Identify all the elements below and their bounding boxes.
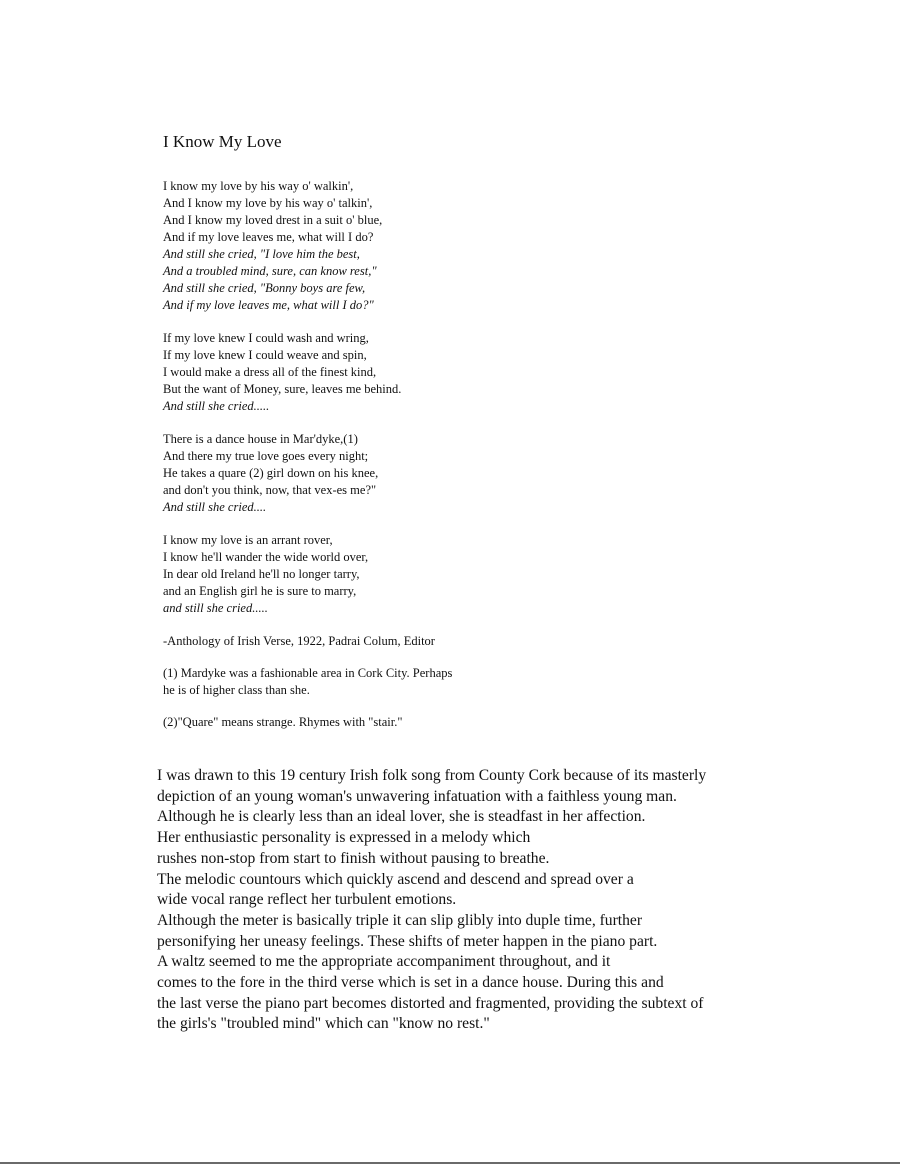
verse-line: I know he'll wander the wide world over,	[163, 550, 369, 564]
footnote-1	[163, 665, 563, 699]
commentary-line: Although he is clearly less than an ideal lover, she is steadfast in her affection.	[157, 808, 646, 826]
verse-line: And if my love leaves me, what will I do?	[163, 230, 374, 244]
verse-line: In dear old Ireland he'll no longer tarry,	[163, 567, 360, 581]
poem-title: I Know My Love	[163, 132, 282, 151]
verse-line: and don't you think, now, that vex-es me?"	[163, 483, 377, 497]
refrain-line: And still she cried.....	[163, 399, 270, 413]
verse-line: And there my true love goes every night;	[163, 449, 369, 463]
stanza-2	[163, 330, 563, 415]
commentary-line: wide vocal range reflect her turbulent emotions.	[157, 891, 457, 909]
verse-line: He takes a quare (2) girl down on his knee,	[163, 466, 379, 480]
footnote-line: he is of higher class than she.	[163, 683, 310, 697]
commentary-line: Although the meter is basically triple it can slip glibly into duple time, further	[157, 911, 643, 929]
stanza-3	[163, 431, 563, 516]
verse-line: I would make a dress all of the finest kind,	[163, 365, 377, 379]
footnote-line: (1) Mardyke was a fashionable area in Cork City. Perhaps	[163, 666, 453, 680]
verse-line: But the want of Money, sure, leaves me behind.	[163, 382, 402, 396]
commentary-line: comes to the fore in the third verse which is set in a dance house. During this and	[157, 974, 664, 992]
verse-line: and an English girl he is sure to marry,	[163, 584, 357, 598]
footnote-2	[163, 714, 563, 731]
commentary-line: the girls's "troubled mind" which can "know no rest."	[157, 1015, 490, 1033]
refrain-line: And still she cried, "Bonny boys are few,	[163, 281, 366, 295]
refrain-line: And still she cried....	[163, 500, 267, 514]
verse-line: And I know my loved drest in a suit o' blue,	[163, 213, 383, 227]
source-line: -Anthology of Irish Verse, 1922, Padrai Colum, Editor	[163, 634, 435, 648]
commentary-line: A waltz seemed to me the appropriate accompaniment throughout, and it	[157, 953, 611, 971]
commentary-line: I was drawn to this 19 century Irish folk song from County Cork because of its masterly	[157, 767, 707, 784]
commentary-line: Her enthusiastic personality is expressed in a melody which	[157, 829, 531, 847]
commentary-paragraph	[157, 766, 817, 1035]
commentary-line: personifying her uneasy feelings. These shifts of meter happen in the piano part.	[157, 932, 658, 950]
verse-line: There is a dance house in Mar'dyke,(1)	[163, 432, 358, 446]
refrain-line: and still she cried.....	[163, 601, 268, 615]
commentary-line: depiction of an young woman's unwavering infatuation with a faithless young man.	[157, 787, 677, 805]
stanza-4	[163, 532, 563, 617]
verse-line: And I know my love by his way o' talkin',	[163, 196, 373, 210]
refrain-line: And still she cried, "I love him the best,	[163, 247, 360, 261]
poem-body	[163, 178, 563, 746]
footnote-line: (2)"Quare" means strange. Rhymes with "stair."	[163, 715, 403, 729]
commentary-line: The melodic countours which quickly ascend and descend and spread over a	[157, 870, 634, 888]
stanza-1	[163, 178, 563, 314]
poem-stanzas	[163, 178, 563, 617]
refrain-line: And if my love leaves me, what will I do?"	[163, 298, 374, 312]
verse-line: If my love knew I could wash and wring,	[163, 331, 369, 345]
footnotes	[163, 665, 563, 731]
poem-source	[163, 633, 563, 650]
refrain-line: And a troubled mind, sure, can know rest,"	[163, 264, 377, 278]
verse-line: I know my love by his way o' walkin',	[163, 179, 354, 193]
commentary-line: rushes non-stop from start to finish without pausing to breathe.	[157, 849, 550, 867]
commentary-line: the last verse the piano part becomes distorted and fragmented, providing the subtext of	[157, 994, 704, 1012]
verse-line: I know my love is an arrant rover,	[163, 533, 333, 547]
verse-line: If my love knew I could weave and spin,	[163, 348, 367, 362]
